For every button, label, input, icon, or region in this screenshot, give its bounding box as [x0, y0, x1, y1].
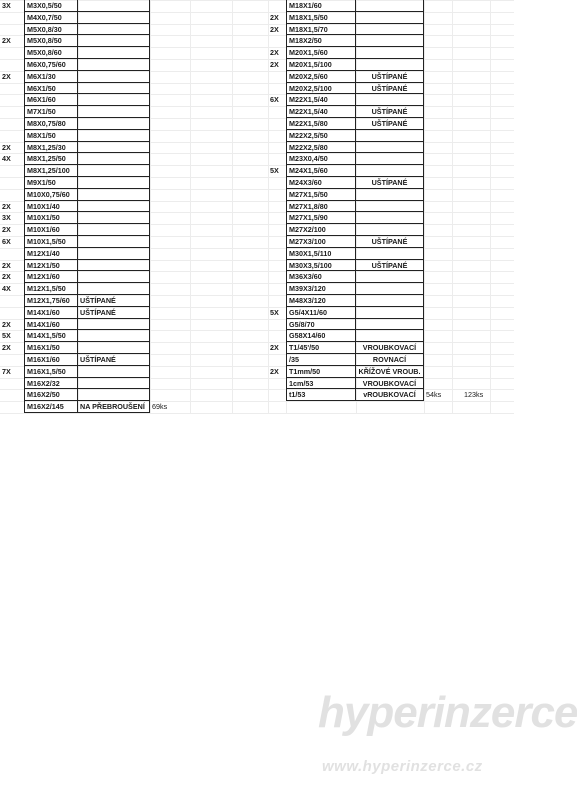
size-cell: M6X1/30	[24, 71, 78, 83]
table-row	[0, 24, 240, 36]
note-cell	[78, 35, 150, 47]
note-cell	[78, 201, 150, 213]
note-cell	[78, 189, 150, 201]
size-cell: M16X1/50	[24, 342, 78, 354]
note-cell	[356, 142, 424, 154]
count-cell: 4X	[2, 284, 11, 294]
note-cell	[78, 366, 150, 378]
size-cell: M16X2/32	[24, 378, 78, 390]
count-cell	[268, 330, 286, 342]
note-cell: UŠTÍPANÉ	[356, 236, 424, 248]
size-cell: M16X1/60	[24, 354, 78, 366]
count-cell	[0, 307, 24, 319]
table-row	[268, 165, 514, 177]
size-cell: M7X1/50	[24, 106, 78, 118]
count-cell: 7X	[2, 366, 11, 376]
count-cell	[268, 130, 286, 142]
table-row	[0, 236, 240, 248]
note-cell: UŠTÍPANÉ	[356, 71, 424, 83]
table-row	[0, 260, 240, 272]
note-cell	[356, 201, 424, 213]
size-cell: M12X1,75/60	[24, 295, 78, 307]
table-row	[0, 35, 240, 47]
table-row	[0, 201, 240, 213]
note-cell	[78, 59, 150, 71]
table-row	[0, 366, 240, 378]
count-cell	[268, 389, 286, 401]
count-cell	[0, 83, 24, 95]
count-cell: 2X	[2, 201, 11, 211]
table-row	[268, 47, 514, 59]
table-row	[268, 106, 514, 118]
table-row	[268, 71, 514, 83]
size-cell: M3X0,5/50	[24, 0, 78, 12]
size-cell: M14X1,5/50	[24, 330, 78, 342]
count-cell	[268, 271, 286, 283]
note-cell	[78, 342, 150, 354]
size-cell: M39X3/120	[286, 283, 356, 295]
size-cell: M5X0,8/30	[24, 24, 78, 36]
table-row	[0, 307, 240, 319]
watermark-url: www.hyperinzerce.cz	[322, 758, 483, 775]
size-cell: T1mm/50	[286, 366, 356, 378]
table-row	[0, 165, 240, 177]
count-cell	[268, 283, 286, 295]
note-cell	[356, 59, 424, 71]
table-row	[0, 94, 240, 106]
table-row	[268, 224, 514, 236]
note-cell	[78, 165, 150, 177]
size-cell: M10X0,75/60	[24, 189, 78, 201]
size-cell: M27X3/100	[286, 236, 356, 248]
size-cell: M22X1,5/40	[286, 94, 356, 106]
count-cell	[0, 24, 24, 36]
note-cell	[356, 248, 424, 260]
note-cell	[78, 0, 150, 12]
size-cell: M4X0,7/50	[24, 12, 78, 24]
table-row	[0, 83, 240, 95]
count-cell: 2X	[270, 60, 279, 69]
size-cell: M8X1,25/30	[24, 142, 78, 154]
table-row	[0, 212, 240, 224]
count-cell	[268, 224, 286, 236]
note-cell	[356, 330, 424, 342]
count-cell	[0, 389, 24, 401]
size-cell: M24X1,5/60	[286, 165, 356, 177]
size-cell: M22X2,5/80	[286, 142, 356, 154]
table-row	[268, 35, 514, 47]
table-row	[0, 106, 240, 118]
count-cell	[268, 201, 286, 213]
size-cell: M8X1,25/100	[24, 165, 78, 177]
size-cell: G5/8/70	[286, 319, 356, 331]
note-cell	[78, 12, 150, 24]
size-cell: M18X1,5/70	[286, 24, 356, 36]
size-cell: M5X0,8/50	[24, 35, 78, 47]
note-cell	[78, 236, 150, 248]
size-cell: M48X3/120	[286, 295, 356, 307]
note-cell: UŠTÍPANÉ	[78, 354, 150, 366]
count-cell	[0, 106, 24, 118]
count-cell: 2X	[2, 36, 11, 46]
count-cell	[0, 354, 24, 366]
count-cell: 3X	[2, 213, 11, 223]
note-cell	[356, 295, 424, 307]
size-cell: M20X1,5/100	[286, 59, 356, 71]
count-cell	[268, 71, 286, 83]
count-cell	[0, 177, 24, 189]
spreadsheet	[0, 0, 514, 420]
size-cell: T1/45'/50	[286, 342, 356, 354]
extra-cell: 123ks	[464, 390, 484, 400]
size-cell: M24X3/60	[286, 177, 356, 189]
note-cell	[356, 307, 424, 319]
count-cell	[268, 106, 286, 118]
count-cell	[0, 12, 24, 24]
note-cell	[356, 283, 424, 295]
note-cell	[356, 94, 424, 106]
count-cell	[0, 130, 24, 142]
watermark-logo: hyperinzerce	[318, 688, 577, 737]
size-cell: M12X1/60	[24, 271, 78, 283]
note-cell	[356, 12, 424, 24]
table-row	[0, 330, 240, 342]
note-cell	[78, 130, 150, 142]
count-cell: 2X	[270, 24, 279, 34]
note-cell	[78, 47, 150, 59]
note-cell: UŠTÍPANÉ	[356, 260, 424, 272]
count-cell: 2X	[2, 260, 11, 270]
note-cell: UŠTÍPANÉ	[356, 106, 424, 118]
count-cell: 2X	[270, 12, 279, 22]
count-cell	[0, 94, 24, 106]
table-row	[268, 189, 514, 201]
note-cell	[356, 271, 424, 283]
size-cell: M8X1,25/50	[24, 153, 78, 165]
size-cell: M20X2,5/60	[286, 71, 356, 83]
size-cell: M5X0,8/60	[24, 47, 78, 59]
count-cell: 2X	[2, 225, 11, 235]
count-cell: 4X	[2, 154, 11, 164]
count-cell	[268, 118, 286, 130]
count-cell	[268, 378, 286, 390]
size-cell: M22X1,5/80	[286, 118, 356, 130]
note-cell	[78, 271, 150, 283]
count-cell: 2X	[2, 319, 11, 329]
size-cell: M6X1/60	[24, 94, 78, 106]
table-row	[0, 0, 240, 12]
count-cell	[268, 248, 286, 260]
count-cell: 6X	[2, 237, 11, 246]
table-row	[268, 342, 514, 354]
table-row	[268, 153, 514, 165]
table-row	[0, 319, 240, 331]
table-row	[268, 319, 514, 331]
table-row	[0, 71, 240, 83]
size-cell: M6X1/50	[24, 83, 78, 95]
count-cell: 2X	[2, 71, 11, 81]
count-cell	[0, 378, 24, 390]
size-cell: M10X1/50	[24, 212, 78, 224]
count-cell	[268, 260, 286, 272]
note-cell	[78, 260, 150, 272]
note-cell: vROUBKOVACÍ	[356, 389, 424, 401]
size-cell: M30X3,5/100	[286, 260, 356, 272]
table-row	[268, 389, 514, 401]
table-row	[0, 354, 240, 366]
note-cell	[356, 153, 424, 165]
count-cell	[0, 248, 24, 260]
size-cell: M8X0,75/80	[24, 118, 78, 130]
count-cell: 2X	[270, 366, 279, 376]
size-cell: M27X1,8/80	[286, 201, 356, 213]
table-row	[268, 366, 514, 378]
size-cell: 1cm/53	[286, 378, 356, 390]
size-cell: M18X2/50	[286, 35, 356, 47]
table-row	[0, 342, 240, 354]
size-cell: G5/4X11/60	[286, 307, 356, 319]
note-cell	[78, 283, 150, 295]
size-cell: M20X2,5/100	[286, 83, 356, 95]
count-cell	[0, 59, 24, 71]
table-row	[268, 0, 514, 12]
size-cell: t1/53	[286, 389, 356, 401]
count-cell	[268, 177, 286, 189]
size-cell: M30X1,5/110	[286, 248, 356, 260]
size-cell: M16X2/145	[24, 401, 78, 413]
size-cell: M18X1/60	[286, 0, 356, 12]
note-cell	[78, 378, 150, 390]
table-row	[0, 177, 240, 189]
note-cell	[356, 319, 424, 331]
extra-cell: 54ks	[426, 390, 442, 400]
size-cell: M36X3/60	[286, 271, 356, 283]
table-row	[268, 130, 514, 142]
note-cell	[78, 177, 150, 189]
size-cell: M9X1/50	[24, 177, 78, 189]
table-row	[268, 283, 514, 295]
size-cell: M27X1,5/90	[286, 212, 356, 224]
note-cell	[356, 165, 424, 177]
note-cell	[78, 94, 150, 106]
table-row	[0, 271, 240, 283]
table-row	[268, 378, 514, 390]
size-cell: M22X2,5/50	[286, 130, 356, 142]
count-cell: 3X	[2, 1, 11, 10]
table-row	[268, 59, 514, 71]
table-row	[0, 248, 240, 260]
size-cell: M10X1/40	[24, 201, 78, 213]
note-cell	[356, 24, 424, 36]
note-cell: VROUBKOVACÍ	[356, 342, 424, 354]
note-cell: UŠTÍPANÉ	[78, 307, 150, 319]
size-cell: M12X1,5/50	[24, 283, 78, 295]
count-cell	[0, 118, 24, 130]
table-row	[268, 236, 514, 248]
count-cell	[268, 212, 286, 224]
count-cell: 6X	[270, 95, 279, 105]
count-cell	[268, 354, 286, 366]
size-cell: M23X0,4/50	[286, 153, 356, 165]
count-cell	[268, 153, 286, 165]
table-row	[0, 378, 240, 390]
count-cell	[0, 401, 24, 413]
size-cell: /35	[286, 354, 356, 366]
note-cell	[78, 389, 150, 401]
size-cell: M10X1,5/50	[24, 236, 78, 248]
table-row	[268, 354, 514, 366]
table-row	[0, 401, 240, 413]
table-row	[268, 118, 514, 130]
size-cell: G58X14/60	[286, 330, 356, 342]
size-cell: M12X1/50	[24, 260, 78, 272]
note-cell	[78, 319, 150, 331]
count-cell: 2X	[270, 343, 279, 353]
note-cell: UŠTÍPANÉ	[356, 177, 424, 189]
size-cell: M14X1/60	[24, 307, 78, 319]
table-row	[0, 59, 240, 71]
note-cell	[356, 130, 424, 142]
count-cell	[268, 142, 286, 154]
table-row	[0, 118, 240, 130]
note-cell	[78, 83, 150, 95]
size-cell: M20X1,5/60	[286, 47, 356, 59]
note-cell: KŘÍŽOVÉ VROUB.	[356, 366, 424, 378]
count-cell	[0, 165, 24, 177]
note-cell: UŠTÍPANÉ	[78, 295, 150, 307]
note-cell	[78, 153, 150, 165]
note-cell	[356, 47, 424, 59]
note-cell: NA PŘEBROUŠENÍ	[78, 401, 150, 413]
note-cell	[78, 142, 150, 154]
note-cell	[78, 212, 150, 224]
table-row	[268, 24, 514, 36]
table-row	[0, 224, 240, 236]
table-row	[268, 248, 514, 260]
size-cell: M22X1,5/40	[286, 106, 356, 118]
size-cell: M16X2/50	[24, 389, 78, 401]
note-cell	[356, 212, 424, 224]
note-cell	[78, 248, 150, 260]
extra-cell: 69ks	[152, 402, 168, 412]
table-row	[268, 12, 514, 24]
note-cell: ROVNACÍ	[356, 354, 424, 366]
size-cell: M16X1,5/50	[24, 366, 78, 378]
note-cell	[78, 24, 150, 36]
count-cell: 2X	[2, 142, 11, 152]
size-cell: M27X2/100	[286, 224, 356, 236]
table-row	[0, 142, 240, 154]
table-row	[0, 295, 240, 307]
table-row	[268, 201, 514, 213]
size-cell: M10X1/60	[24, 224, 78, 236]
table-row	[268, 260, 514, 272]
note-cell	[78, 106, 150, 118]
note-cell	[356, 189, 424, 201]
note-cell	[78, 330, 150, 342]
note-cell	[356, 224, 424, 236]
count-cell	[268, 319, 286, 331]
count-cell	[0, 47, 24, 59]
table-row	[268, 212, 514, 224]
table-row	[268, 295, 514, 307]
table-row	[0, 283, 240, 295]
note-cell	[78, 118, 150, 130]
table-row	[268, 94, 514, 106]
count-cell: 2X	[270, 48, 279, 58]
count-cell	[0, 189, 24, 201]
table-row	[268, 142, 514, 154]
table-row	[268, 307, 514, 319]
count-cell	[268, 189, 286, 201]
size-cell: M6X0,75/60	[24, 59, 78, 71]
table-row	[268, 271, 514, 283]
size-cell: M27X1,5/50	[286, 189, 356, 201]
table-row	[0, 153, 240, 165]
note-cell: VROUBKOVACÍ	[356, 378, 424, 390]
count-cell	[268, 295, 286, 307]
table-row	[0, 12, 240, 24]
table-row	[0, 189, 240, 201]
note-cell	[78, 224, 150, 236]
note-cell: UŠTÍPANÉ	[356, 118, 424, 130]
table-row	[268, 177, 514, 189]
gridline-row	[0, 413, 514, 414]
table-row	[268, 330, 514, 342]
count-cell	[268, 236, 286, 248]
count-cell	[268, 0, 286, 12]
count-cell: 5X	[270, 166, 279, 176]
count-cell: 5X	[270, 307, 279, 317]
note-cell	[356, 35, 424, 47]
count-cell: 2X	[2, 343, 11, 353]
note-cell	[356, 0, 424, 12]
size-cell: M8X1/50	[24, 130, 78, 142]
size-cell: M12X1/40	[24, 248, 78, 260]
table-row	[268, 83, 514, 95]
count-cell	[268, 83, 286, 95]
table-row	[0, 47, 240, 59]
size-cell: M14X1/60	[24, 319, 78, 331]
count-cell: 2X	[2, 272, 11, 282]
count-cell: 5X	[2, 331, 11, 341]
table-row	[0, 389, 240, 401]
note-cell	[78, 71, 150, 83]
table-row	[0, 130, 240, 142]
count-cell	[268, 35, 286, 47]
count-cell	[0, 295, 24, 307]
size-cell: M18X1,5/50	[286, 12, 356, 24]
note-cell: UŠTÍPANÉ	[356, 83, 424, 95]
